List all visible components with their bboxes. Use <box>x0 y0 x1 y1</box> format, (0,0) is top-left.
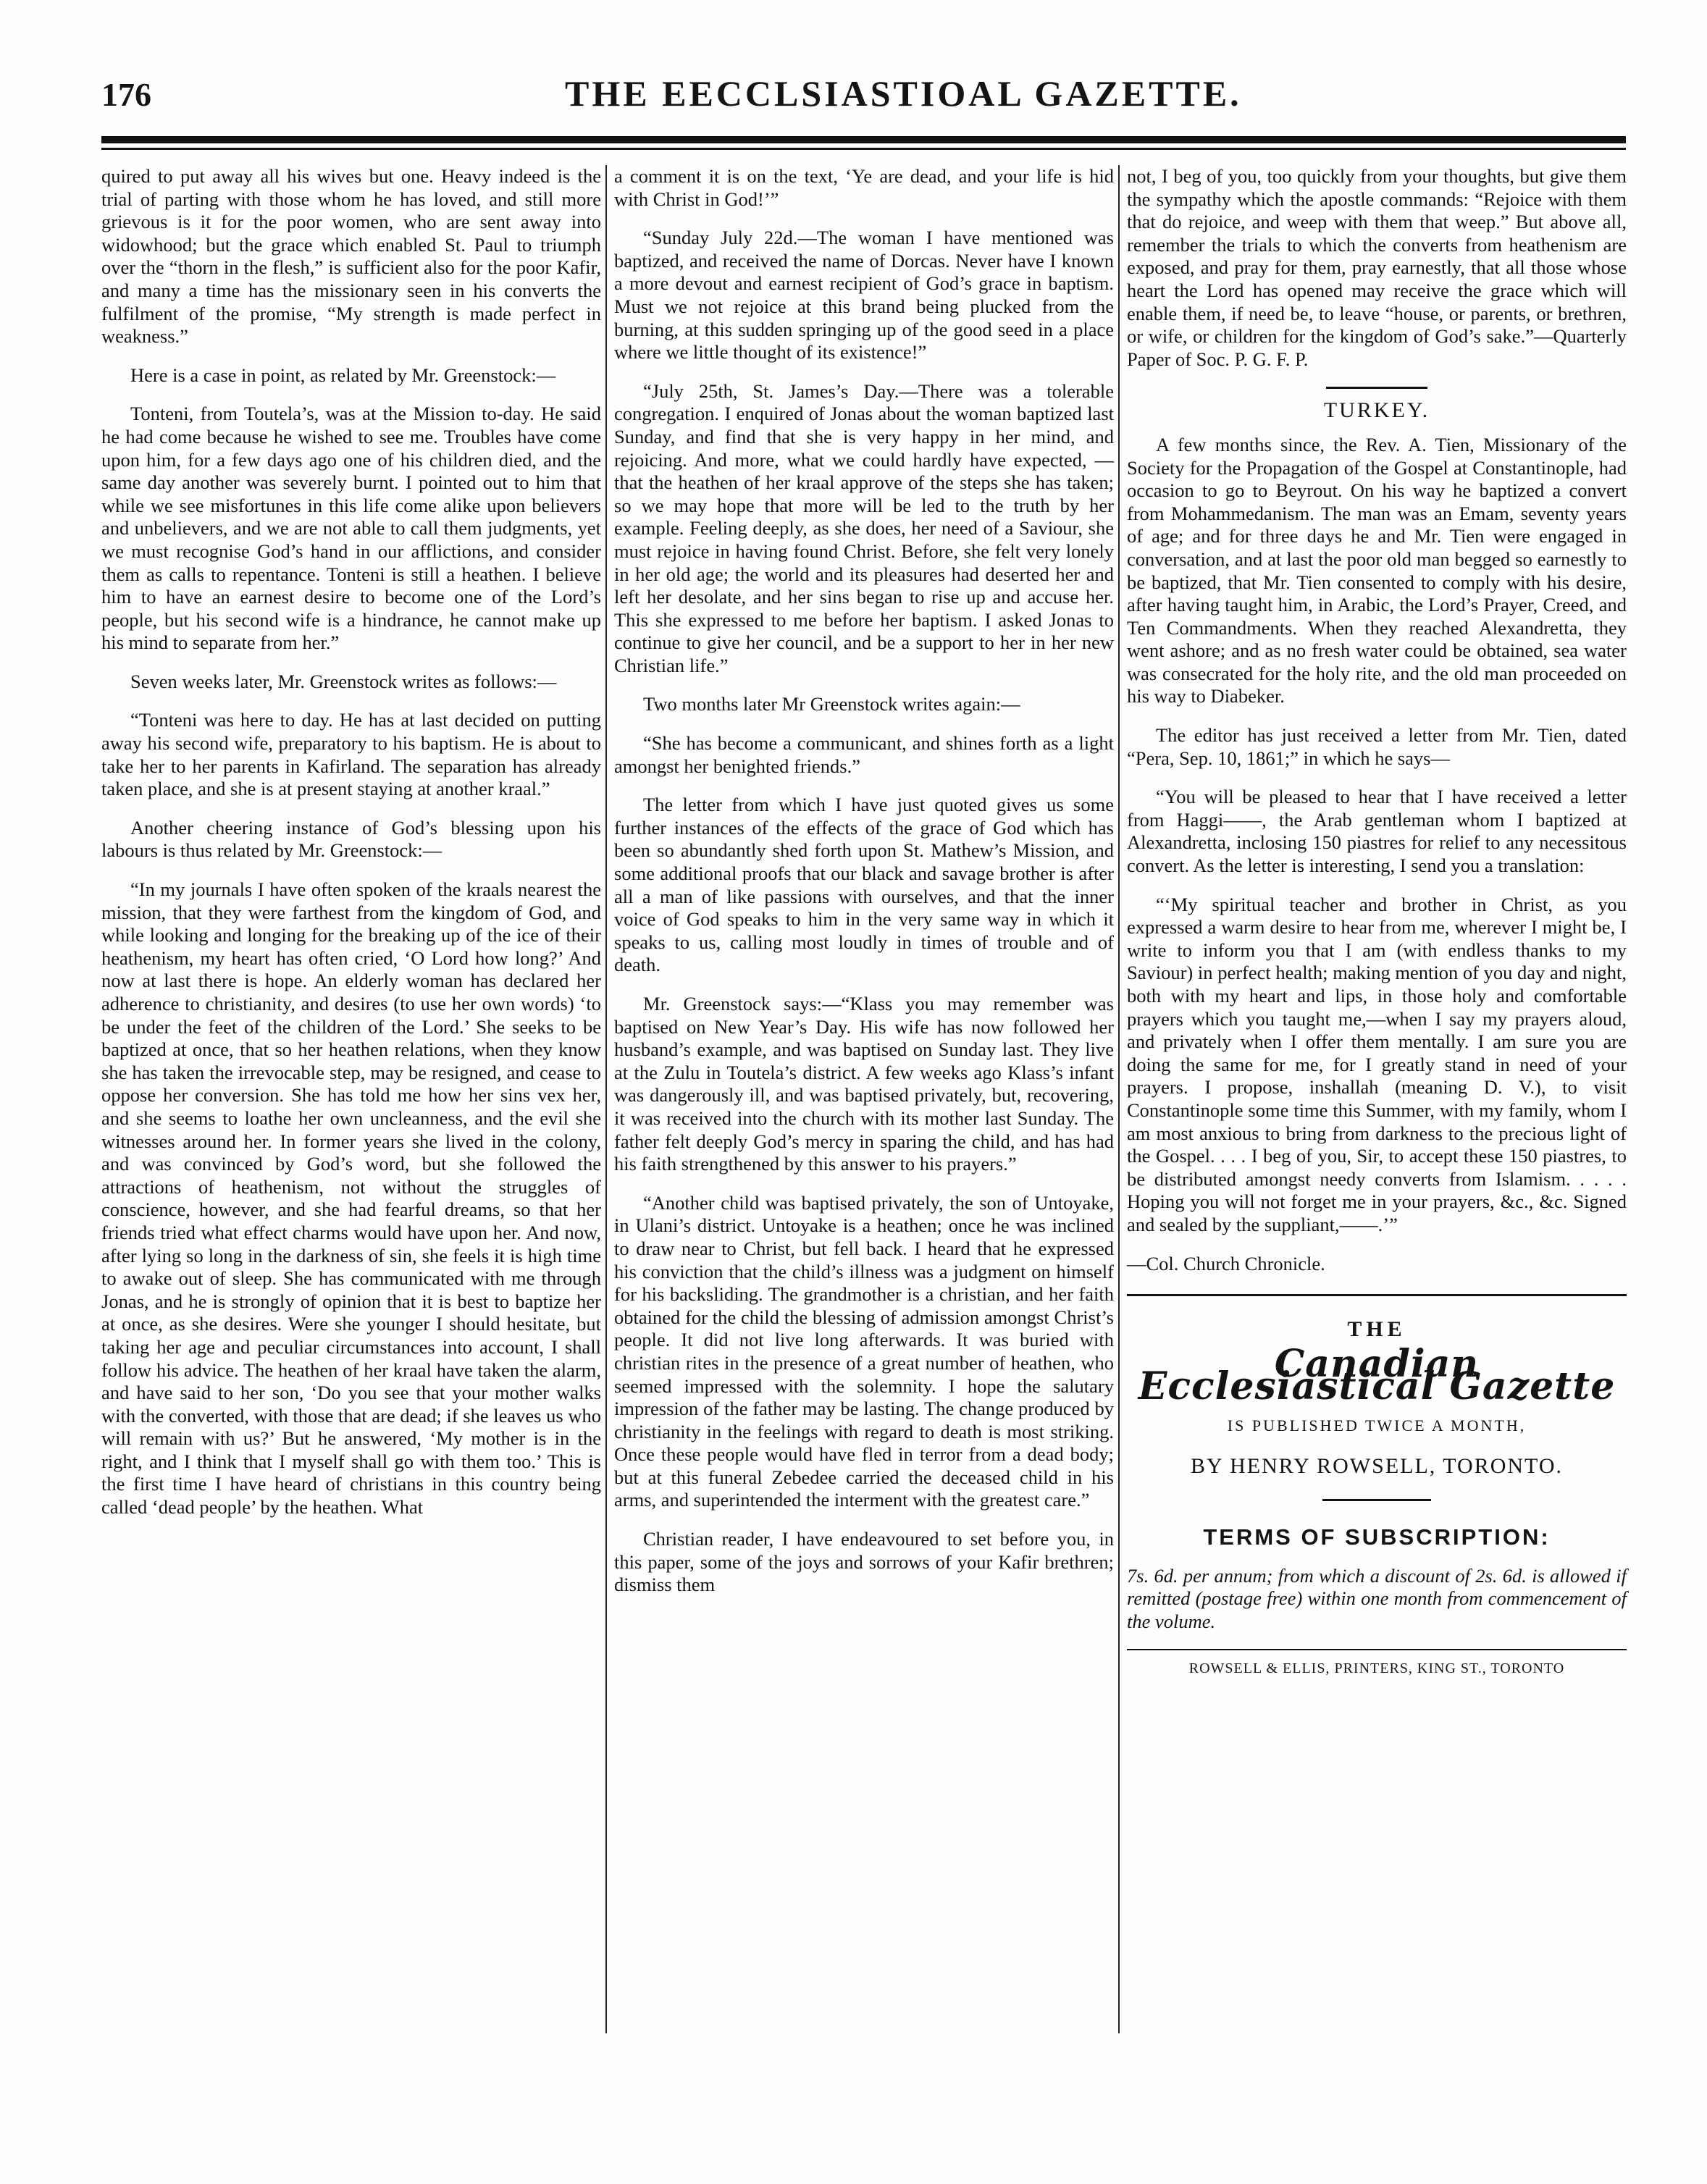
terms-heading: TERMS OF SUBSCRIPTION: <box>1203 1524 1551 1550</box>
paragraph: The letter from which I have just quoted gives us some further instances of the effects of the grace of God which has been so abundantly shed forth upon St. Mathew’s Mission, and some additional proofs that our black and savage brother is after all a man of like passions with ourselves, and that the inner voice of God speaks to him in the very same way in which it speaks to us, calling most loudly in times of trouble and of death. <box>614 794 1114 976</box>
paragraph: “In my journals I have often spoken of the kraals nearest the mission, that they were farthest from the kingdom of God, and while looking and longing for the breaking up of the ice of their heathenism, my heart has often cried, ‘O Lord how long?’ And now at last there is hope. An elderly woman has declared her adherence to christianity, and desires (to use her own words) ‘to be under the feet of the children of the Lord.’ She seeks to be baptized at once, that so her heathen relations, when they know she has taken the irrevocable step, may be resigned, and cease to oppose her conversion. She has told me how her sins vex her, and she seems to loathe her own uncleanness, and the evil she witnesses around her. In former years she lived in the colony, and was convinced by God’s word, but she followed the attractions of heathenism, not without the struggles of conscience, however, and she had fearful dreams, so that her friends tried what effect charms would have upon her. And now, after lying so long in the darkness of sin, she feels it is high time to awake out of sleep. She has communicated with me through Jonas, and he is strongly of opinion that it is best to baptize her at once, as she desires. Were she younger I should hesitate, but taking her age and peculiar circumstances into account, I shall follow his advice. The heathen of her kraal have taken the alarm, and have said to her son, ‘Do you see that your mother walks with the converted, with those that are dead; if she leaves us who will remain with us?’ But he answered, ‘My mother is in the right, and I think that I myself shall go with them too.’ This is the first time I have heard of christians in this country being called ‘dead people’ by the heathen. What <box>101 878 601 1519</box>
imprint-the: THE <box>1347 1317 1406 1342</box>
paragraph: Tonteni, from Toutela’s, was at the Mission to-day. He said he had come because he wished to see me. Troubles have come upon him, for a few days ago one of his children died, and the same day another was severely burnt. I pointed out to him that while we see misfortunes in this life come alike upon believers and unbelievers, and we are not able to call them judgments, yet we must recognise God’s hand in our afflictions, and consider them as calls to repentance. Tonteni is still a heathen. I believe him to have an earnest desire to become one of the Lord’s people, but his second wife is a hindrance, he cannot make up his mind to separate from her.” <box>101 403 601 654</box>
imprint-frequency: IS PUBLISHED TWICE A MONTH, <box>1227 1416 1527 1435</box>
paragraph: The editor has just received a letter from Mr. Tien, dated “Pera, Sep. 10, 1861;” in which he says— <box>1127 724 1627 769</box>
imprint-separator <box>1127 1294 1627 1296</box>
column-1 <box>101 165 601 1535</box>
paragraph: “July 25th, St. James’s Day.—There was a tolerable congregation. I enquired of Jonas about the woman baptized last Sunday, and find that she is very happy in her mind, and rejoicing. And more, what we could hardly have expected, —that the heathen of her kraal approve of the steps she has taken; so we may hope that more will be led to the truth by her example. Feeling deeply, as she does, her need of a Saviour, she must rejoice in having found Christ. Before, she felt very lonely in her old age; the world and its pleasures had deserted her and left her desolate, and her sins began to rise up and accuse her. This she expressed to me before her baptism. I asked Jonas to continue to give her council, and be a support to her in her new Christian life.” <box>614 379 1114 676</box>
terms-text: 7s. 6d. per annum; from which a discount of 2s. 6d. is allowed if remitted (postage free) within one month from commencement of the volume. <box>1127 1564 1627 1632</box>
paragraph: Another cheering instance of God’s blessing upon his labours is thus related by Mr. Greenstock:— <box>101 816 601 862</box>
section-heading-turkey: TURKEY. <box>1323 398 1430 423</box>
imprint-rule <box>1322 1499 1431 1501</box>
source-attribution: —Col. Church Chronicle. <box>1127 1252 1325 1274</box>
paragraph: Christian reader, I have endeavoured to set before you, in this paper, some of the joys and sorrows of your Kafir brethren; dismiss them <box>614 1528 1114 1596</box>
column-3 <box>1127 165 1627 1681</box>
imprint-title: Canadian Ecclesiastical Gazette <box>1138 1341 1616 1409</box>
imprint-box <box>1127 1318 1627 1681</box>
paragraph: A few months since, the Rev. A. Tien, Missionary of the Society for the Propagation of the Gospel at Constantinople, had occasion to go to Beyrout. On his way he baptized a convert from Mohammedanism. The man was an Emam, seventy years of age; and for three days he and Mr. Tien were engaged in conversation, and at last the poor old man begged so earnestly to be baptized, that Mr. Tien consented to comply with his desire, after having taught him, in Arabic, the Lord’s Prayer, Creed, and Ten Commandments. When they reached Alexandretta, they went ashore; and as no fresh water could be obtained, sea water was consecrated for the holy rite, and the old man proceeded on his way to Diabeker. <box>1127 433 1627 707</box>
masthead-title: THE EECCLSIASTIOAL GAZETTE. <box>565 73 1242 114</box>
paragraph: Seven weeks later, Mr. Greenstock writes as follows:— <box>130 670 557 692</box>
paragraph: “Tonteni was here to day. He has at last decided on putting away his second wife, preparatory to his baptism. He is about to take her to her parents in Kafirland. The separation has already taken place, and she is at present staying at another kraal.” <box>101 709 601 800</box>
paragraph: “‘My spiritual teacher and brother in Christ, as you expressed a warm desire to hear from me, wherever I might be, I write to inform you that I am (with endless thanks to my Saviour) in perfect health; making mention of you day and night, both with my heart and lips, in those holy and comfortable prayers which you taught me,—when I say my prayers aloud, and privately when I offer them mentally. I am sure you are doing the same for me, for I greatly stand in need of your prayers. I propose, inshallah (meaning D. V.), to visit Constantinople some time this Summer, with my family, whom I am most anxious to bring from darkness to the precious light of the Gospel. . . . I beg of you, Sir, to accept these 150 piastres, to be distributed amongst needy converts from Islamism. . . . . Hoping you will not forget me in your prayers, &c., &c. Signed and sealed by the suppliant,——.’” <box>1127 893 1627 1235</box>
paragraph: not, I beg of you, too quickly from your thoughts, but give them the sympathy which the apostle commands: “Rejoice with them that do rejoice, and weep with them that weep.” But above all, remember the trials to which the converts from heathenism are exposed, and pray for them, pray earnestly, that all those whose heart the Lord has opened may receive the grace which will enable them, if need be, to leave “house, or parents, or brethren, or wife, or children for the kingdom of God’s sake.”—Quarterly Paper of Soc. P. G. F. P. <box>1127 165 1627 370</box>
page-number: 176 <box>101 76 151 113</box>
paragraph: Two months later Mr Greenstock writes again:— <box>643 693 1020 715</box>
header-rule-thin <box>101 148 1626 150</box>
paragraph: “She has become a communicant, and shines forth as a light amongst her benighted friends.” <box>614 732 1114 777</box>
header-rule-thick <box>101 136 1626 143</box>
paragraph: Mr. Greenstock says:—“Klass you may remember was baptised on New Year’s Day. His wife has now followed her husband’s example, and was baptised on Sunday last. They live at the Zulu in Toutela’s district. A few weeks ago Klass’s infant was dangerously ill, and was baptised privately, but, recovering, it was received into the church with its mother last Sunday. The father felt deeply God’s mercy in sparing the child, and has had his faith strengthened by this answer to his prayers.” <box>614 993 1114 1175</box>
column-2 <box>614 165 1114 1613</box>
paragraph: “You will be pleased to hear that I have received a letter from Haggi——, the Arab gentleman whom I baptized at Alexandretta, inclosing 150 piastres for relief to any necessitous convert. As the letter is interesting, I send you a translation: <box>1127 786 1627 877</box>
column-divider <box>1118 165 1120 2033</box>
printer-credit: ROWSELL & ELLIS, PRINTERS, KING ST., TORONTO <box>1188 1660 1565 1677</box>
paragraph: quired to put away all his wives but one. Heavy indeed is the trial of parting with those whom he has loved, and still more grievous is it for the poor women, who are sent away into widowhood; but the grace which enabled St. Paul to triumph over the “thorn in the flesh,” is sufficient also for the poor Kafir, and many a time has the missionary seen in his converts the fulfilment of the promise, “My strength is made perfect in weakness.” <box>101 165 601 348</box>
imprint-publisher: BY HENRY ROWSELL, TORONTO. <box>1191 1453 1563 1478</box>
paragraph: Here is a case in point, as related by Mr. Greenstock:— <box>130 364 556 386</box>
column-divider <box>605 165 607 2033</box>
printer-rule <box>1127 1649 1627 1650</box>
paragraph: a comment it is on the text, ‘Ye are dead, and your life is hid with Christ in God!’” <box>614 165 1114 210</box>
section-rule <box>1326 387 1427 389</box>
paragraph: “Another child was baptised privately, the son of Untoyake, in Ulani’s district. Untoyake is a heathen; once he was inclined to draw near to Christ, but fell back. I heard that he expressed his conviction that the child’s illness was a judgment on himself for his backsliding. The grandmother is a christian, and her faith obtained for the child the blessing of admission amongst Christ’s people. It did not live long afterwards. It was buried with christian rites in the presence of a great number of heathen, who seemed impressed with the solemnity. I hope the salutary impression of the father may be lasting. The change produced by christianity in the feelings with regard to death is most striking. Once these people would have fled in terror from a dead body; but at this funeral Zebedee carried the deceased child in his arms, and superintended the interment with the greatest care.” <box>614 1191 1114 1511</box>
paragraph: “Sunday July 22d.—The woman I have mentioned was baptized, and received the name of Dorcas. Never have I known a more devout and earnest recipient of God’s grace in baptism. Must we not rejoice at this brand being plucked from the burning, at this sudden springing up of the good seed in a place where we little thought of its existence!” <box>614 227 1114 364</box>
